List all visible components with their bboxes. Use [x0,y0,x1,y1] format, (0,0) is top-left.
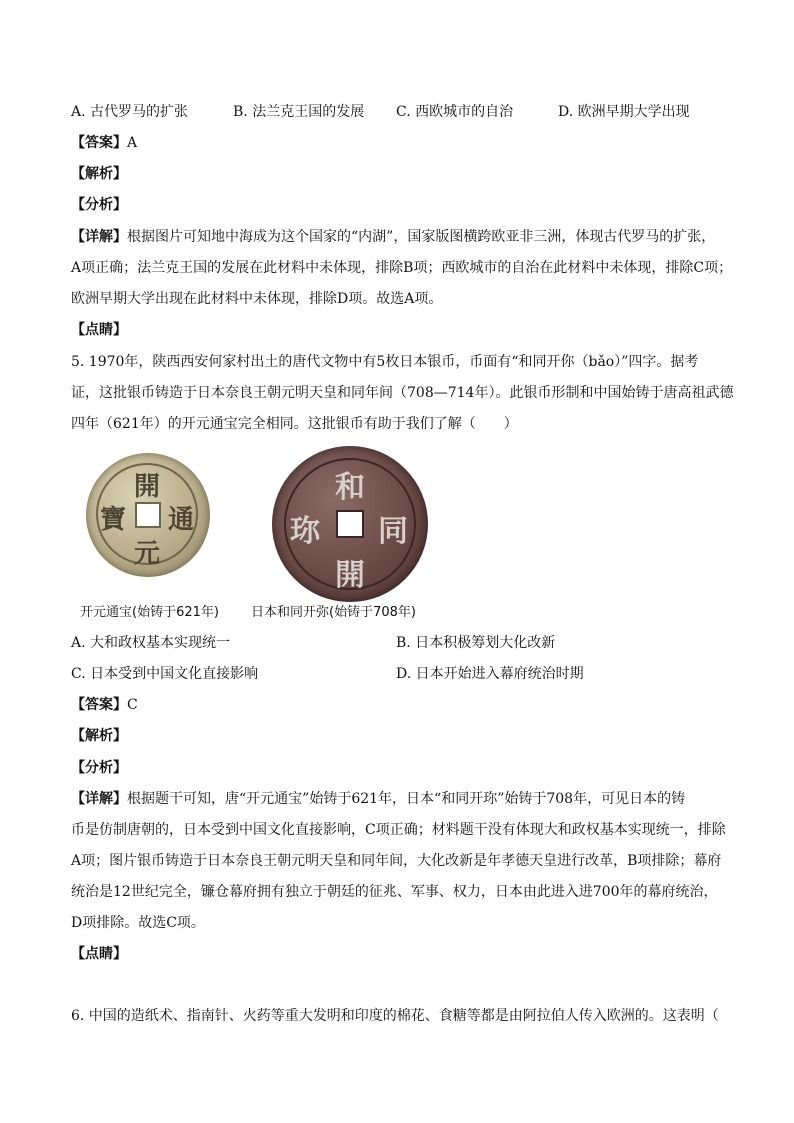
q5-detail-line-1 [71,789,685,809]
q5-option-c: C. 日本受到中国文化直接影响 [71,666,259,682]
q5-fenxi: 【分析】 [71,760,127,776]
q4-detail-label: 【详解】 [71,229,127,245]
q4-answer-value: A [127,135,138,151]
q4-dianjing: 【点睛】 [71,322,127,338]
q5-detail-line-2: 币是仿制唐朝的，日本受到中国文化直接影响，C项正确；材料题干没有体现大和政权基本实现统一，排除 [71,822,726,838]
q5-detail-line-5: D项排除。故选C项。 [71,915,205,931]
kaiyuan-coin-glyph-right: 通 [168,505,195,535]
kaiyuan-tongbao-coin-image [86,453,210,577]
q4-fenxi: 【分析】 [71,197,127,213]
q5-option-d: D. 日本开始进入幕府统治时期 [396,666,584,682]
kaiyuan-coin-glyph-bottom: 元 [134,539,161,569]
q5-dianjing: 【点睛】 [71,946,127,962]
kaiyuan-coin-glyph-top: 開 [134,472,161,502]
q4-option-d: D. 欧洲早期大学出现 [558,104,690,120]
q5-answer-value: C [127,697,138,713]
wado-coin-glyph-left: 珎 [290,514,320,549]
wado-coin-glyph-bottom: 開 [335,558,365,593]
q4-jiexi: 【解析】 [71,166,127,182]
kaiyuan-coin-glyph-left: 寶 [100,505,127,535]
q4-answer-label: 【答案】 [71,135,127,151]
q5-option-b: B. 日本积极筹划大化改新 [396,635,556,651]
q4-option-a: A. 古代罗马的扩张 [71,104,189,120]
wado-coin-caption: 日本和同开弥(始铸于708年) [251,605,416,620]
q4-option-c: C. 西欧城市的自治 [396,104,514,120]
q5-detail-label: 【详解】 [71,791,127,807]
q4-detail-line-2: A项正确；法兰克王国的发展在此材料中未体现，排除B项；西欧城市的自治在此材料中未体现，排除C项； [71,260,733,276]
q4-detail-text-1: 根据图片可知地中海成为这个国家的“内湖”，国家版图横跨欧亚非三洲，体现古代罗马的扩张， [127,229,716,245]
q5-stem-line-2: 证，这批银币铸造于日本奈良王朝元明天皇和同年间（708—714年）。此银币形制和中国始铸于唐高祖武德 [71,385,734,401]
wado-coin-glyph-top: 和 [335,470,365,505]
q4-answer [71,133,137,153]
q4-option-b: B. 法兰克王国的发展 [233,104,365,120]
q5-answer-label: 【答案】 [71,697,127,713]
wado-coin-glyph-right: 同 [378,514,408,549]
q5-stem-line-1: 5. 1970年，陕西西安何家村出土的唐代文物中有5枚日本银币，币面有“和同开你（bǎo）”四字。据考 [71,354,699,370]
q5-stem-line-3: 四年（621年）的开元通宝完全相同。这批银币有助于我们了解（ ） [71,416,518,432]
q5-answer [71,695,138,715]
q5-jiexi: 【解析】 [71,728,127,744]
wado-kaichin-coin-image [272,446,428,602]
q5-option-a: A. 大和政权基本实现统一 [71,635,231,651]
kaiyuan-coin-caption: 开元通宝(始铸于621年) [80,605,219,620]
q4-detail-line-1 [71,227,715,247]
q5-detail-line-4: 统治是12世纪完全，镰仓幕府拥有独立于朝廷的征兆、军事、权力，日本由此进入进700年的幕府统治， [71,884,718,900]
q6-stem-line-1: 6. 中国的造纸术、指南针、火药等重大发明和印度的棉花、食糖等都是由阿拉伯人传入欧洲的。这表明（ [71,1008,719,1024]
q5-detail-line-3: A项；图片银币铸造于日本奈良王朝元明天皇和同年间，大化改新是年孝德天皇进行改革，B项排除；幕府 [71,853,722,869]
q4-detail-line-3: 欧洲早期大学出现在此材料中未体现，排除D项。故选A项。 [71,291,443,307]
q5-detail-text-1: 根据题干可知，唐“开元通宝”始铸于621年，日本“和同开珎”始铸于708年，可见日本的铸 [127,791,686,807]
